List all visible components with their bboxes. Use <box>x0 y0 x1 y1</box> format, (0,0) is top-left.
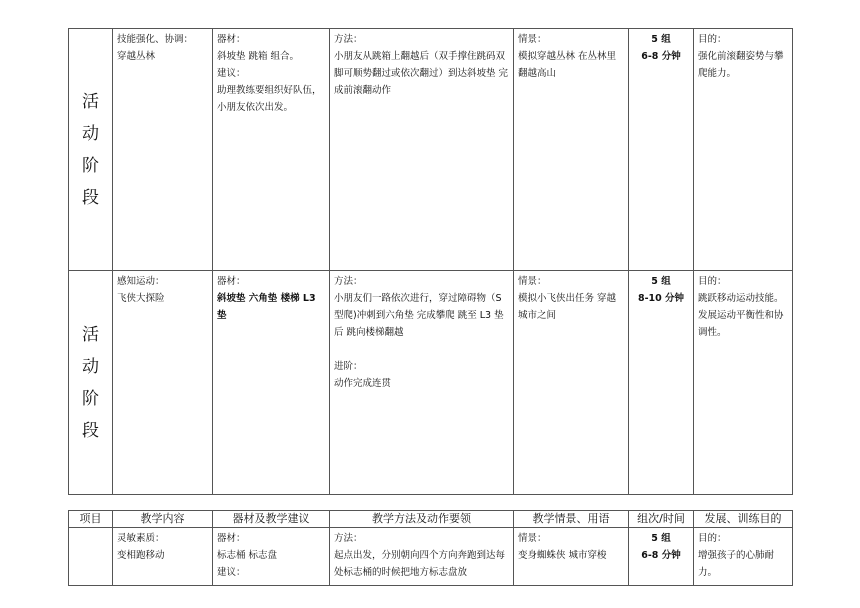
method-cell <box>330 29 514 271</box>
groups-cell <box>629 29 694 271</box>
table-row <box>69 29 793 271</box>
project-char: 动 <box>82 123 99 144</box>
method-line: 方法： <box>334 34 363 45</box>
equipment-line: 建议： <box>217 68 246 79</box>
project-cell <box>69 271 113 495</box>
scenario-line: 变身蜘蛛侠 城市穿梭 <box>518 550 607 561</box>
groups-time: 6-8 分钟 <box>641 51 681 62</box>
content-cell <box>113 271 213 495</box>
method-cell <box>330 528 514 586</box>
groups-count: 5 组 <box>651 533 671 544</box>
header-groups: 组次/时间 <box>629 511 694 528</box>
goal-cell <box>694 528 793 586</box>
project-char: 阶 <box>82 388 99 409</box>
method-line: 小朋友从跳箱上翻越后（双手撑住跳码双脚可顺势翻过或依次翻过）到达斜坡垫 完成前滚翻动作 <box>334 51 509 96</box>
goal-line: 发展运动平衡性和协调性。 <box>698 310 784 338</box>
content-line: 技能强化、协调： <box>117 34 194 45</box>
header-row <box>69 511 793 528</box>
table-row <box>69 271 793 495</box>
lesson-table-1 <box>68 28 793 495</box>
project-char: 活 <box>82 91 99 112</box>
equipment-line: 建议： <box>217 567 246 578</box>
header-content: 教学内容 <box>113 511 213 528</box>
scenario-line: 模拟小飞侠出任务 穿越城市之间 <box>518 293 617 321</box>
scenario-cell <box>514 29 629 271</box>
goal-line: 目的： <box>698 34 727 45</box>
scenario-line: 情景： <box>518 533 547 544</box>
equipment-line: 器材： <box>217 34 246 45</box>
groups-count: 5 组 <box>651 276 671 287</box>
equipment-cell <box>213 528 330 586</box>
content-cell <box>113 528 213 586</box>
project-char: 阶 <box>82 155 99 176</box>
equipment-line: 标志桶 标志盘 <box>217 550 278 561</box>
equipment-line: 器材： <box>217 276 246 287</box>
content-line: 穿越丛林 <box>117 51 156 62</box>
header-goal: 发展、训练目的 <box>694 511 793 528</box>
header-scenario: 教学情景、用语 <box>514 511 629 528</box>
content-line: 灵敏素质： <box>117 533 165 544</box>
method-line: 方法： <box>334 533 363 544</box>
groups-cell <box>629 271 694 495</box>
equipment-line: 斜坡垫 六角垫 楼梯 L3 垫 <box>217 293 316 321</box>
content-line: 飞侠大探险 <box>117 293 165 304</box>
goal-line: 强化前滚翻姿势与攀爬能力。 <box>698 51 784 79</box>
groups-time: 6-8 分钟 <box>641 550 681 561</box>
scenario-line: 情景： <box>518 276 547 287</box>
project-char: 段 <box>82 187 99 208</box>
groups-cell <box>629 528 694 586</box>
groups-time: 8-10 分钟 <box>637 293 685 304</box>
scenario-cell <box>514 271 629 495</box>
method-line: 小朋友们一路依次进行，穿过障碍物（S 型爬)冲刺到六角垫 完成攀爬 跳至 L3 垫后 跳向楼梯翻越 <box>334 293 504 338</box>
equipment-line: 器材： <box>217 533 246 544</box>
method-line: 动作完成连贯 <box>334 378 392 389</box>
goal-line: 增强孩子的心肺耐力。 <box>698 550 775 578</box>
groups-count: 5 组 <box>651 34 671 45</box>
project-char: 动 <box>82 356 99 377</box>
equipment-line: 斜坡垫 跳箱 组合。 <box>217 51 300 62</box>
project-char: 段 <box>82 420 99 441</box>
goal-cell <box>694 271 793 495</box>
goal-line: 目的： <box>698 533 727 544</box>
method-line: 方法： <box>334 276 363 287</box>
content-line: 感知运动： <box>117 276 165 287</box>
goal-line: 跳跃移动运动技能。 <box>698 293 784 304</box>
equipment-cell <box>213 29 330 271</box>
scenario-line: 模拟穿越丛林 在丛林里翻越高山 <box>518 51 617 79</box>
equipment-cell <box>213 271 330 495</box>
method-cell <box>330 271 514 495</box>
method-spacer <box>334 341 509 358</box>
method-line: 起点出发，分别朝向四个方向奔跑到达每处标志桶的时候把地方标志盘放 <box>334 550 506 578</box>
project-cell <box>69 528 113 586</box>
content-line: 变相跑移动 <box>117 550 165 561</box>
method-line: 进阶： <box>334 361 363 372</box>
table-row <box>69 528 793 586</box>
header-method: 教学方法及动作要领 <box>330 511 514 528</box>
header-project: 项目 <box>69 511 113 528</box>
scenario-cell <box>514 528 629 586</box>
header-equipment: 器材及教学建议 <box>213 511 330 528</box>
project-char: 活 <box>82 324 99 345</box>
lesson-table-2 <box>68 510 793 586</box>
goal-line: 目的： <box>698 276 727 287</box>
goal-cell <box>694 29 793 271</box>
equipment-line: 助理教练要组织好队伍，小朋友依次出发。 <box>217 85 322 113</box>
content-cell <box>113 29 213 271</box>
project-cell <box>69 29 113 271</box>
scenario-line: 情景： <box>518 34 547 45</box>
